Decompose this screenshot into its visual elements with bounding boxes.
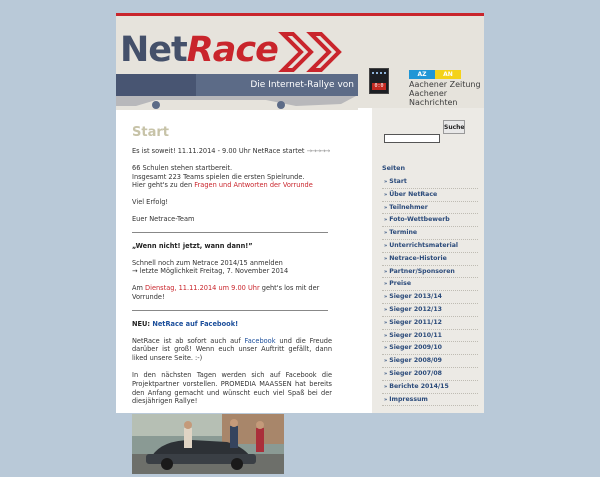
sidebar-item-reports[interactable] <box>382 381 478 394</box>
scoreboard-lights <box>372 72 386 76</box>
sidebar-item-label: Sieger 2012/13 <box>389 305 442 313</box>
bullet-icon: » <box>384 319 388 326</box>
bullet-icon: » <box>384 191 388 198</box>
team-photo <box>132 414 284 474</box>
bullet-icon: » <box>384 268 388 275</box>
scoreboard-digits: 0:0 <box>372 83 386 90</box>
bullet-icon: » <box>384 396 388 403</box>
qa-link[interactable]: Fragen und Antworten der Vorrunde <box>194 181 313 190</box>
sidebar-item-label: Start <box>389 178 407 185</box>
luck-text: Viel Erfolg! <box>132 198 169 207</box>
an-badge: AN <box>435 70 461 79</box>
bullet-icon: » <box>384 370 388 377</box>
sponsor-line-2: Aachener Nachrichten <box>409 89 458 107</box>
sidebar-item-winners-2012[interactable] <box>382 304 478 317</box>
bullet-icon: » <box>384 230 388 237</box>
sidebar-item-label: Sieger 2011/12 <box>389 318 442 326</box>
sidebar-item-winners-2008[interactable] <box>382 355 478 368</box>
sidebar-item-label: Preise <box>389 280 412 288</box>
divider <box>132 310 328 311</box>
sidebar-item-prizes[interactable] <box>382 278 478 291</box>
bullet-icon: » <box>384 383 388 390</box>
sponsor-line-1: Aachener Zeitung <box>409 80 481 89</box>
az-badge: AZ <box>409 70 435 79</box>
sidebar-item-imprint[interactable] <box>382 394 478 407</box>
sidebar-item-history[interactable] <box>382 253 478 266</box>
bullet-icon: » <box>384 306 388 313</box>
sidebar-item-about[interactable] <box>382 189 478 202</box>
promo-line-2: → letzte Möglichkeit Freitag, 7. November 2014 <box>132 267 289 276</box>
date-post: geht's los mit der Vorrunde! <box>132 284 320 301</box>
search-input[interactable] <box>384 134 440 143</box>
schools-paragraph <box>132 164 332 190</box>
facebook-title-prefix: NEU: <box>132 319 153 328</box>
promo-title: „Wenn nicht! jetzt, wann dann!” <box>132 241 253 250</box>
bullet-icon: » <box>384 179 388 185</box>
site-logo[interactable] <box>120 28 278 72</box>
sidebar-item-label: Termine <box>389 229 418 237</box>
sidebar-item-winners-2009[interactable] <box>382 342 478 355</box>
bullet-icon: » <box>384 242 388 249</box>
date-pre: Am <box>132 284 146 293</box>
sidebar-item-winners-2013[interactable] <box>382 291 478 304</box>
sidebar-item-winners-2011[interactable] <box>382 317 478 330</box>
sidebar-item-label: Teilnehmer <box>389 203 428 211</box>
bullet-icon: » <box>384 358 388 365</box>
search-button[interactable]: Suche <box>443 120 465 134</box>
sidebar-item-partners[interactable] <box>382 266 478 279</box>
bullet-icon: » <box>384 204 388 211</box>
page-title: Start <box>132 125 169 140</box>
sidebar-item-winners-2010[interactable] <box>382 330 478 343</box>
pages-list <box>382 176 478 406</box>
sidebar-item-label: Foto-Wettbewerb <box>389 216 450 224</box>
facebook-paragraph-2: In den nächsten Tagen werden sich auf Facebook die Projektpartner vorstellen. PROMEDIA MAASSEN hat bereits den Anfang gemacht und wünscht euch viel Spaß bei der diesjährigen Rallye! <box>132 370 332 406</box>
divider <box>132 232 328 233</box>
pages-heading: Seiten <box>382 164 406 172</box>
sidebar-item-label: Netrace-Historie <box>389 254 447 262</box>
site-header <box>116 13 484 108</box>
scoreboard-icon <box>369 68 389 94</box>
sidebar-item-winners-2007[interactable] <box>382 368 478 381</box>
bullet-icon: » <box>384 332 388 339</box>
bullet-icon: » <box>384 281 388 288</box>
bullet-icon: » <box>384 294 388 301</box>
sidebar-item-participants[interactable] <box>382 202 478 215</box>
page-container <box>116 13 484 413</box>
logo-race-text: Race <box>186 30 278 70</box>
sidebar-item-teaching-material[interactable] <box>382 240 478 253</box>
sidebar-item-photo-contest[interactable] <box>382 214 478 227</box>
sidebar-item-label: Sieger 2013/14 <box>389 293 442 301</box>
sponsor-name[interactable] <box>409 80 484 107</box>
sidebar <box>372 108 484 413</box>
schools-line-1: 66 Schulen stehen startbereit. <box>132 163 233 172</box>
facebook-p1-post: und die Freude darüber ist groß! Wenn euch unser Auftritt gefällt, dann liked unsere Seite. :-) <box>132 336 333 363</box>
race-car-silhouette-icon <box>116 96 358 110</box>
logo-net-text: Net <box>120 30 187 70</box>
tagline: Die Internet-Rallye von <box>250 80 354 90</box>
sidebar-item-label: Sieger 2009/10 <box>389 344 442 352</box>
intro-paragraph <box>132 147 332 156</box>
promo-line-1: Schnell noch zum Netrace 2014/15 anmelden <box>132 258 283 267</box>
arrow-right-icon: →→→→→ <box>306 147 330 155</box>
bullet-icon: » <box>384 345 388 352</box>
main-content <box>132 125 332 474</box>
facebook-paragraph-1 <box>132 337 332 363</box>
intro-text: Es ist soweit! 11.11.2014 - 9.00 Uhr NetRace startet <box>132 147 305 155</box>
sidebar-item-label: Sieger 2010/11 <box>389 331 442 339</box>
double-chevron-icon <box>281 32 347 72</box>
bullet-icon: » <box>384 217 388 224</box>
schools-line-3 <box>132 181 332 190</box>
date-paragraph <box>132 284 332 302</box>
stripe-shade <box>116 74 196 96</box>
schools-line-2: Insgesamt 223 Teams spielen die ersten Spielrunde. <box>132 172 305 181</box>
bullet-icon: » <box>384 255 388 262</box>
sidebar-item-label: Partner/Sponsoren <box>389 267 455 275</box>
sidebar-item-start[interactable] <box>382 176 478 189</box>
date-highlight: Dienstag, 11.11.2014 um 9.00 Uhr <box>145 284 260 293</box>
sidebar-item-label: Berichte 2014/15 <box>389 382 449 390</box>
sidebar-item-label: Über NetRace <box>389 190 438 198</box>
schools-line-3-text: Hier geht's zu den <box>132 181 195 190</box>
facebook-p1-pre: NetRace ist ab sofort auch auf <box>132 336 245 345</box>
promo-paragraph <box>132 259 332 277</box>
sidebar-item-label: Sieger 2007/08 <box>389 369 442 377</box>
sidebar-item-label: Unterrichtsmaterial <box>389 241 459 249</box>
facebook-title-text: NetRace auf Facebook! <box>152 319 239 328</box>
team-signature: Euer Netrace-Team <box>132 214 195 223</box>
facebook-link[interactable]: Facebook <box>244 336 276 345</box>
search-form <box>384 123 465 143</box>
sidebar-item-dates[interactable] <box>382 227 478 240</box>
sidebar-item-label: Impressum <box>389 395 428 403</box>
team-photo-image <box>132 414 284 474</box>
facebook-title <box>132 320 332 329</box>
sidebar-item-label: Sieger 2008/09 <box>389 357 442 365</box>
